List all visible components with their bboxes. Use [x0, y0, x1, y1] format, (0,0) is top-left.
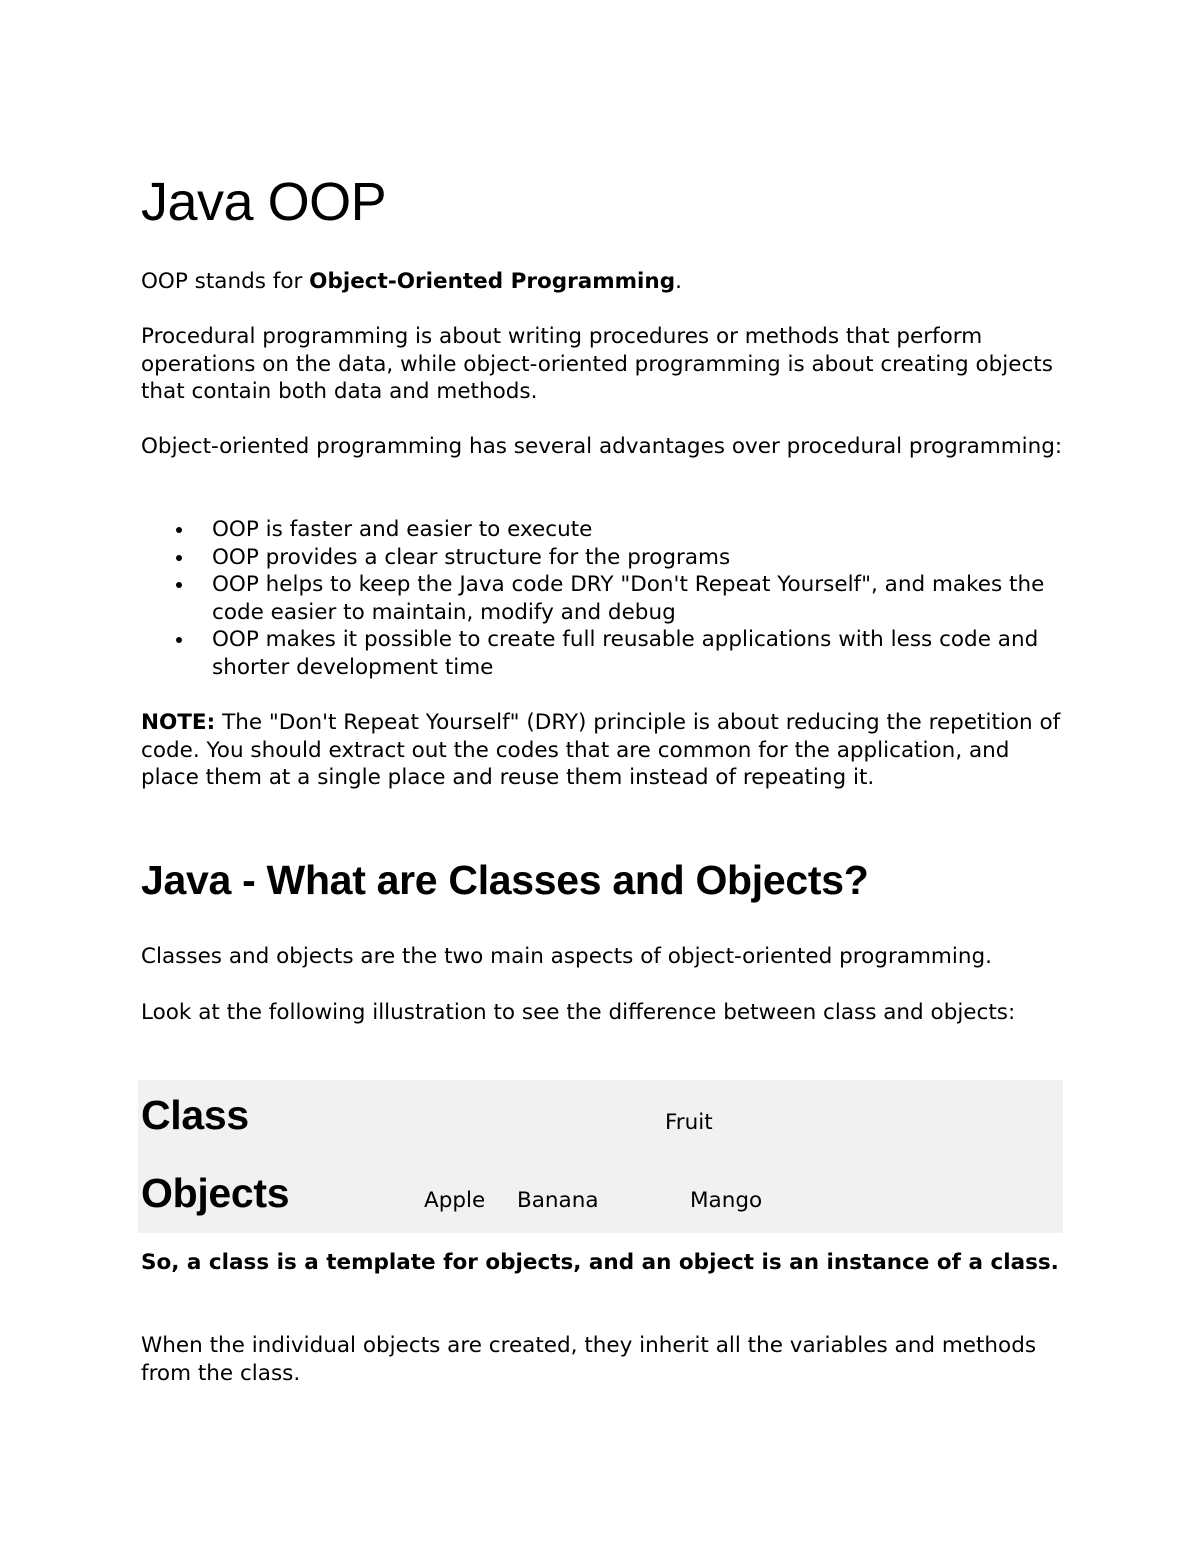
- objects-label: Objects: [141, 1170, 290, 1216]
- note-text: The "Don't Repeat Yourself" (DRY) principle is about reducing the repetition of code. You should extract out the codes that are common for the application, and place them at a single place and reuse them instead of repeating it.: [141, 710, 1061, 790]
- bullet-icon: [176, 582, 182, 588]
- intro-suffix: .: [675, 269, 682, 294]
- class-value: Fruit: [665, 1110, 713, 1135]
- class-objects-illustration: [138, 1080, 1063, 1233]
- bullet-icon: [176, 637, 182, 643]
- advantages-list: [141, 516, 1066, 681]
- list-item: [141, 516, 1066, 544]
- list-item-text: OOP helps to keep the Java code DRY "Don't Repeat Yourself", and makes the code easier to maintain, modify and debug: [212, 572, 1045, 625]
- illustration-intro-paragraph: Look at the following illustration to see the difference between class and objects:: [141, 1000, 1016, 1025]
- inheritance-paragraph: When the individual objects are created, they inherit all the variables and methods from the class.: [141, 1333, 1037, 1386]
- note-paragraph: [141, 709, 1066, 792]
- classes-objects-paragraph: Classes and objects are the two main aspects of object-oriented programming.: [141, 944, 992, 969]
- list-item: [141, 626, 1066, 681]
- advantages-intro-paragraph: Object-oriented programming has several advantages over procedural programming:: [141, 434, 1063, 459]
- object-mango: Mango: [690, 1188, 763, 1213]
- object-apple: Apple: [424, 1188, 486, 1213]
- note-label: NOTE:: [141, 710, 216, 735]
- page-title: Java OOP: [141, 172, 387, 232]
- list-item: [141, 544, 1066, 572]
- list-item: [141, 571, 1066, 626]
- bullet-icon: [176, 555, 182, 561]
- bullet-icon: [176, 527, 182, 533]
- intro-bold-term: Object-Oriented Programming: [309, 269, 676, 294]
- section-heading: Java - What are Classes and Objects?: [141, 857, 869, 903]
- object-banana: Banana: [517, 1188, 599, 1213]
- class-label: Class: [141, 1092, 249, 1138]
- list-item-text: OOP provides a clear structure for the programs: [212, 544, 731, 570]
- list-item-text: OOP is faster and easier to execute: [212, 517, 593, 542]
- list-item-text: OOP makes it possible to create full reusable applications with less code and shorter development time: [212, 627, 1039, 680]
- intro-paragraph: [141, 268, 1066, 296]
- procedural-paragraph: Procedural programming is about writing procedures or methods that perform operations on the data, while object-oriented programming is about creating objects that contain both data and methods.: [141, 324, 1053, 404]
- intro-prefix: OOP stands for: [141, 269, 310, 294]
- summary-paragraph: So, a class is a template for objects, and an object is an instance of a class.: [141, 1250, 1059, 1275]
